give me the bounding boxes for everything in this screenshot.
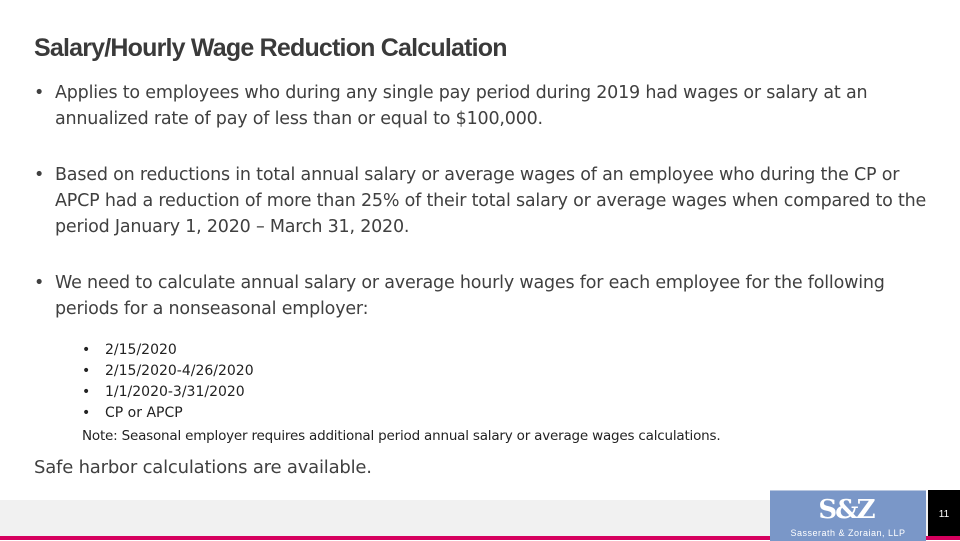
seasonal-note: Note: Seasonal employer requires additional period annual salary or average wages calculations. [82,428,721,444]
bullet-item [34,162,934,240]
bullet-dot: • [82,342,91,358]
bullet-dot: • [82,405,91,421]
slide-title: Salary/Hourly Wage Reduction Calculation [34,34,507,62]
logo-mark: S&Z [818,495,874,525]
sub-bullet-text: CP or APCP [105,405,183,421]
bullet-dot: • [34,273,45,293]
bullet-text: We need to calculate annual salary or average hourly wages for each employee for the following periods for a nonseasonal employer: [55,273,885,319]
sub-bullet-item [82,403,254,424]
sub-bullet-item [82,382,254,403]
sub-bullet-item [82,340,254,361]
sub-bullet-text: 1/1/2020-3/31/2020 [105,384,245,400]
page-number: 11 [938,509,950,520]
bullet-item [34,80,934,132]
firm-logo [770,490,926,541]
logo-firm-name: Sasserath & Zoraian, LLP [790,528,906,538]
bullet-list [34,80,934,352]
bullet-dot: • [82,384,91,400]
sub-bullet-item [82,361,254,382]
bullet-dot: • [34,83,45,103]
bullet-item [34,270,934,322]
safe-harbor-text: Safe harbor calculations are available. [34,457,372,478]
sub-bullet-text: 2/15/2020-4/26/2020 [105,363,254,379]
page-number-box [928,490,960,536]
bullet-dot: • [34,165,45,185]
bullet-text: Applies to employees who during any single pay period during 2019 had wages or salary at an annualized rate of pay of less than or equal to $100,000. [55,83,868,129]
bullet-text: Based on reductions in total annual salary or average wages of an employee who during the CP or APCP had a reduction of more than 25% of their total salary or average wages when compared to the period January 1, 2020 – March 31, 2020. [55,165,927,237]
bullet-dot: • [82,363,91,379]
sub-bullet-list [82,340,254,424]
sub-bullet-text: 2/15/2020 [105,342,177,358]
